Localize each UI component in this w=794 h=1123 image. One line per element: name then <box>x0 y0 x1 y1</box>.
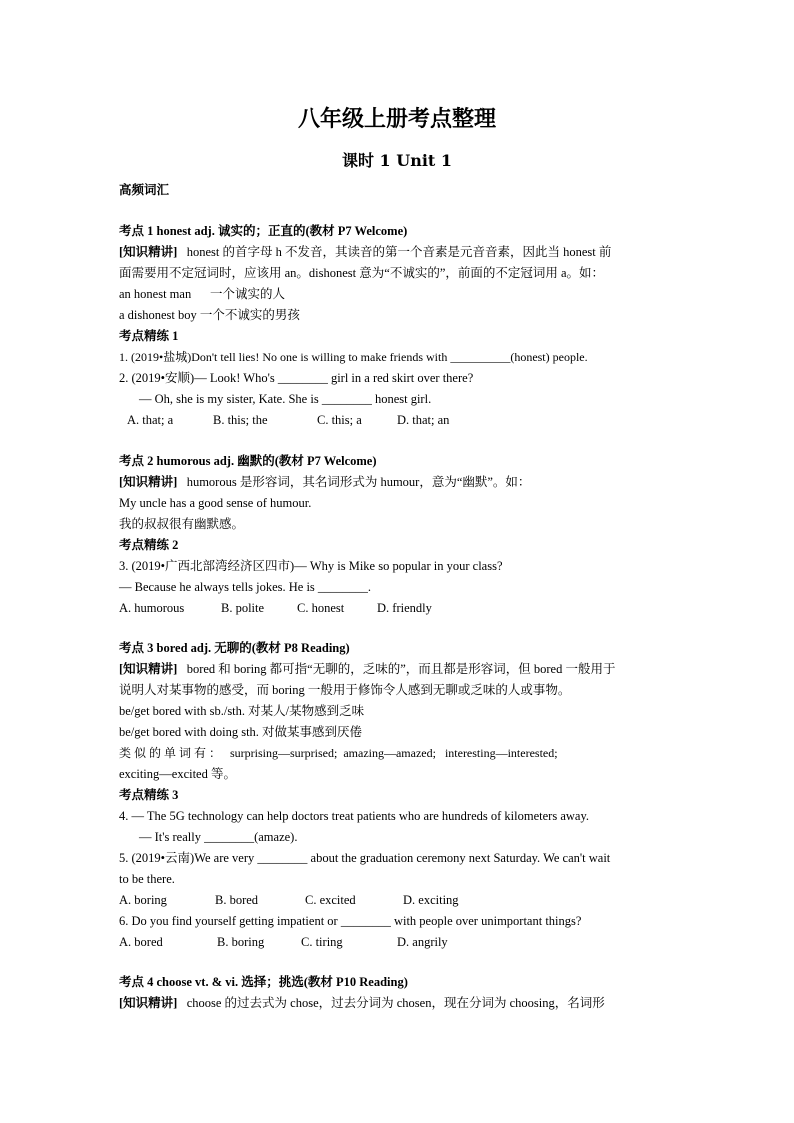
kp1-practice: 考点精练 1 <box>119 329 179 343</box>
kp1-tag: [知识精讲] <box>119 245 178 259</box>
kp4-body-line-1 <box>119 993 679 1013</box>
kp3-example-3: 类 似 的 单 词 有 ： surprising—surprised; amazing—amazed; interesting—interested; <box>119 746 558 760</box>
kp1-example-1: an honest man 一个诚实的人 <box>119 287 285 301</box>
option-b: B. boring <box>217 935 265 949</box>
kp3-body-line-1 <box>119 659 679 679</box>
option-b: B. polite <box>221 601 265 615</box>
kp3-heading: 考点 3 bored adj. 无聊的(教材 P8 Reading) <box>119 641 350 655</box>
option-d: D. exciting <box>403 893 459 907</box>
question-3: 3. (2019•广西北部湾经济区四市)— Why is Mike so popular in your class? <box>119 559 503 573</box>
lesson-subtitle: 课时 1 Unit 1 <box>341 151 453 170</box>
option-d: D. that; an <box>397 413 450 427</box>
kp2-practice: 考点精练 2 <box>119 538 179 552</box>
option-b: B. this; the <box>213 413 268 427</box>
kp1-example-2: a dishonest boy 一个不诚实的男孩 <box>119 308 300 322</box>
kp1-body-2: 面需要用不定冠词时，应该用 an。dishonest 意为“不诚实的”，前面的不定冠词用 a。如： <box>119 266 605 280</box>
kp2-example-1: My uncle has a good sense of humour. <box>119 496 312 510</box>
kp4-tag: [知识精讲] <box>119 996 178 1010</box>
option-c: C. excited <box>305 893 356 907</box>
question-2: 2. (2019•安顺)— Look! Who's ________ girl in a red skirt over there? <box>119 371 474 385</box>
kp1-body-line-1 <box>119 242 679 262</box>
option-a: A. that; a <box>127 413 174 427</box>
kp3-example-4: exciting—excited 等。 <box>119 767 236 781</box>
kp2-body-1: humorous 是形容词，其名词形式为 humour，意为“幽默”。如： <box>186 475 531 489</box>
option-c: C. this; a <box>317 413 362 427</box>
question-3-options <box>119 598 679 618</box>
question-5-line-2: to be there. <box>119 872 175 886</box>
kp4-heading: 考点 4 choose vt. & vi. 选择；挑选(教材 P10 Reading) <box>119 975 408 989</box>
question-1: 1. (2019•盐城)Don't tell lies! No one is willing to make friends with __________(honest) people. <box>119 350 588 364</box>
kp3-example-2: be/get bored with doing sth. 对做某事感到厌倦 <box>119 725 363 739</box>
question-6-options <box>119 932 679 952</box>
option-c: C. honest <box>297 601 345 615</box>
kp2-heading: 考点 2 humorous adj. 幽默的(教材 P7 Welcome) <box>119 454 377 468</box>
question-5-options <box>119 890 679 910</box>
page-title: 八年级上册考点整理 <box>297 106 496 132</box>
kp3-tag: [知识精讲] <box>119 662 178 676</box>
kp4-body-1: choose 的过去式为 chose，过去分词为 chosen，现在分词为 choosing，名词形 <box>186 996 605 1010</box>
option-a: A. boring <box>119 893 167 907</box>
option-a: A. bored <box>119 935 163 949</box>
question-2-line-2: — Oh, she is my sister, Kate. She is ________ honest girl. <box>139 392 432 406</box>
kp3-body-2: 说明人对某事物的感受，而 boring 一般用于修饰令人感到无聊或乏味的人或事物。 <box>119 683 571 697</box>
kp2-tag: [知识精讲] <box>119 475 178 489</box>
question-6: 6. Do you find yourself getting impatient or ________ with people over unimportant things? <box>119 914 582 928</box>
kp3-body-1: bored 和 boring 都可指“无聊的，乏味的”，而且都是形容词，但 bored 一般用于 <box>186 662 616 676</box>
kp1-body-1: honest 的首字母 h 不发音，其读音的第一个音素是元音音素，因此当 honest 前 <box>186 245 612 259</box>
option-d: D. friendly <box>377 601 432 615</box>
kp1-heading: 考点 1 honest adj. 诚实的；正直的(教材 P7 Welcome) <box>119 224 408 238</box>
option-a: A. humorous <box>119 601 185 615</box>
option-d: D. angrily <box>397 935 448 949</box>
option-b: B. bored <box>215 893 259 907</box>
question-4-line-2: — It's really ________(amaze). <box>139 830 298 844</box>
question-5: 5. (2019•云南)We are very ________ about the graduation ceremony next Saturday. We can't wait <box>119 851 611 865</box>
question-4: 4. — The 5G technology can help doctors treat patients who are hundreds of kilometers away. <box>119 809 590 823</box>
option-c: C. tiring <box>301 935 343 949</box>
question-2-options <box>119 410 687 430</box>
section-heading: 高频词汇 <box>119 183 170 197</box>
kp3-practice: 考点精练 3 <box>119 788 179 802</box>
question-3-line-2: — Because he always tells jokes. He is ________. <box>119 580 372 594</box>
kp2-body-line-1 <box>119 472 679 492</box>
kp3-example-1: be/get bored with sb./sth. 对某人/某物感到乏味 <box>119 704 365 718</box>
kp2-example-2: 我的叔叔很有幽默感。 <box>119 517 245 531</box>
